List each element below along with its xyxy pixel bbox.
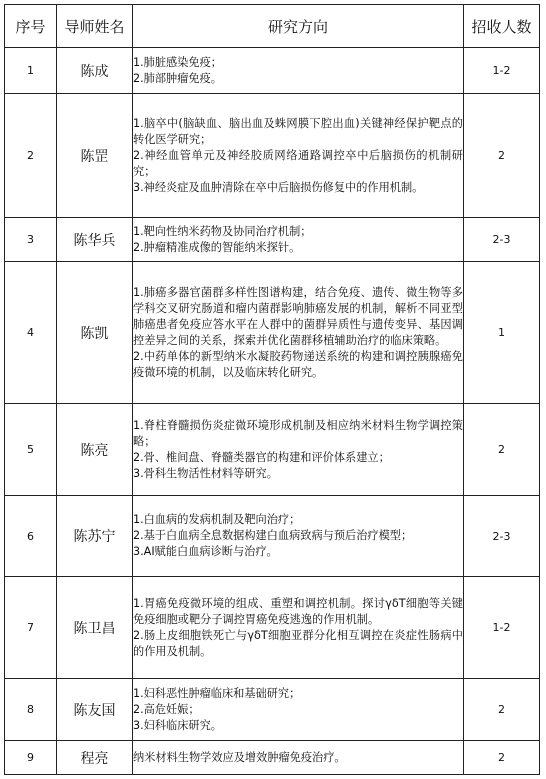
supervisor-name: 陈成 [57, 48, 133, 94]
row-index: 6 [5, 496, 57, 577]
quota-value: 1 [464, 262, 540, 404]
table-row [5, 94, 540, 218]
direction-item: 3.神经炎症及血肿清除在卒中后脑损伤修复中的作用机制。 [133, 180, 424, 194]
table-row [5, 741, 540, 775]
header-direction: 研究方向 [133, 5, 464, 48]
direction-item: 2.中药单体的新型纳米水凝胶药物递送系统的构建和调控胰腺癌免疫微环境的机制，以及临床转化研究。 [133, 349, 463, 379]
research-directions [133, 404, 464, 496]
supervisor-name: 陈凯 [57, 262, 133, 404]
research-directions [133, 496, 464, 577]
research-directions [133, 48, 464, 94]
header-quota: 招收人数 [464, 5, 540, 48]
direction-item: 3.AI赋能白血病诊断与治疗。 [133, 545, 278, 558]
table-row [5, 48, 540, 94]
quota-value: 2-3 [464, 496, 540, 577]
quota-value: 1-2 [464, 48, 540, 94]
direction-item: 3.妇科临床研究。 [133, 718, 222, 732]
direction-item: 2.基于白血病全息数据构建白血病致病与预后治疗模型； [133, 529, 413, 542]
supervisor-name: 陈罡 [57, 94, 133, 218]
research-directions [133, 262, 464, 404]
direction-item: 2.肠上皮细胞铁死亡与γδT细胞亚群分化相互调控在炎症性肠病中的作用及机制。 [133, 628, 463, 658]
direction-item: 2.神经血管单元及神经胶质网络通路调控卒中后脑损伤的机制研究； [133, 148, 463, 178]
quota-value: 2 [464, 404, 540, 496]
supervisor-name: 程亮 [57, 741, 133, 775]
quota-value: 1-2 [464, 577, 540, 679]
table-row [5, 218, 540, 262]
row-index: 3 [5, 218, 57, 262]
table-row [5, 577, 540, 679]
research-directions [133, 679, 464, 741]
direction-item: 2.高危妊娠； [133, 702, 200, 716]
header-row [5, 5, 540, 48]
row-index: 5 [5, 404, 57, 496]
row-index: 4 [5, 262, 57, 404]
supervisor-name: 陈友国 [57, 679, 133, 741]
direction-item: 2.骨、椎间盘、脊髓类器官的构建和评价体系建立； [133, 450, 390, 464]
header-index: 序号 [5, 5, 57, 48]
direction-item: 1.妇科恶性肿瘤临床和基础研究； [133, 686, 301, 700]
quota-value: 2 [464, 741, 540, 775]
direction-item: 1.脊柱脊髓损伤炎症微环境形成机制及相应纳米材料生物学调控策略； [133, 418, 463, 448]
research-directions [133, 741, 464, 775]
table-row [5, 679, 540, 741]
header-name: 导师姓名 [57, 5, 133, 48]
quota-value: 2 [464, 679, 540, 741]
table-row [5, 496, 540, 577]
supervisor-name: 陈苏宁 [57, 496, 133, 577]
quota-value: 2 [464, 94, 540, 218]
direction-item: 3.骨科生物活性材料等研究。 [133, 466, 278, 480]
research-directions [133, 218, 464, 262]
direction-item: 1.肺癌多器官菌群多样性图谱构建，结合免疫、遗传、微生物等多学科交叉研究肠道和瘤内菌群影响肺癌发展的机制，解析不同亚型肺癌患者免疫应答水平在人群中的菌群异质性与遗传变异、基因调控差异之间的关系，探索并优化菌群移植辅助治疗的临床策略。 [133, 285, 463, 347]
row-index: 2 [5, 94, 57, 218]
supervisor-name: 陈卫昌 [57, 577, 133, 679]
supervisor-name: 陈华兵 [57, 218, 133, 262]
direction-item: 纳米材料生物学效应及增效肿瘤免疫治疗。 [133, 750, 346, 764]
direction-item: 1.肺脏感染免疫； [133, 55, 222, 69]
row-index: 7 [5, 577, 57, 679]
direction-item: 1.脑卒中(脑缺血、脑出血及蛛网膜下腔出血)关键神经保护靶点的转化医学研究； [133, 116, 463, 146]
direction-item: 2.肿瘤精准成像的智能纳米探针。 [133, 240, 301, 254]
table-row [5, 262, 540, 404]
direction-item: 1.胃癌免疫微环境的组成、重塑和调控机制。探讨γδT细胞等关键免疫细胞或靶分子调控胃癌免疫逃逸的作用机制。 [133, 596, 463, 626]
direction-item: 1.白血病的发病机制及靶向治疗； [133, 513, 301, 526]
row-index: 8 [5, 679, 57, 741]
supervisor-name: 陈亮 [57, 404, 133, 496]
row-index: 1 [5, 48, 57, 94]
quota-value: 2-3 [464, 218, 540, 262]
supervisor-table [4, 4, 540, 775]
research-directions [133, 577, 464, 679]
research-directions [133, 94, 464, 218]
direction-item: 1.靶向性纳米药物及协同治疗机制； [133, 224, 312, 238]
direction-item: 2.肺部肿瘤免疫。 [133, 71, 222, 85]
document-page [4, 4, 540, 775]
row-index: 9 [5, 741, 57, 775]
table-row [5, 404, 540, 496]
